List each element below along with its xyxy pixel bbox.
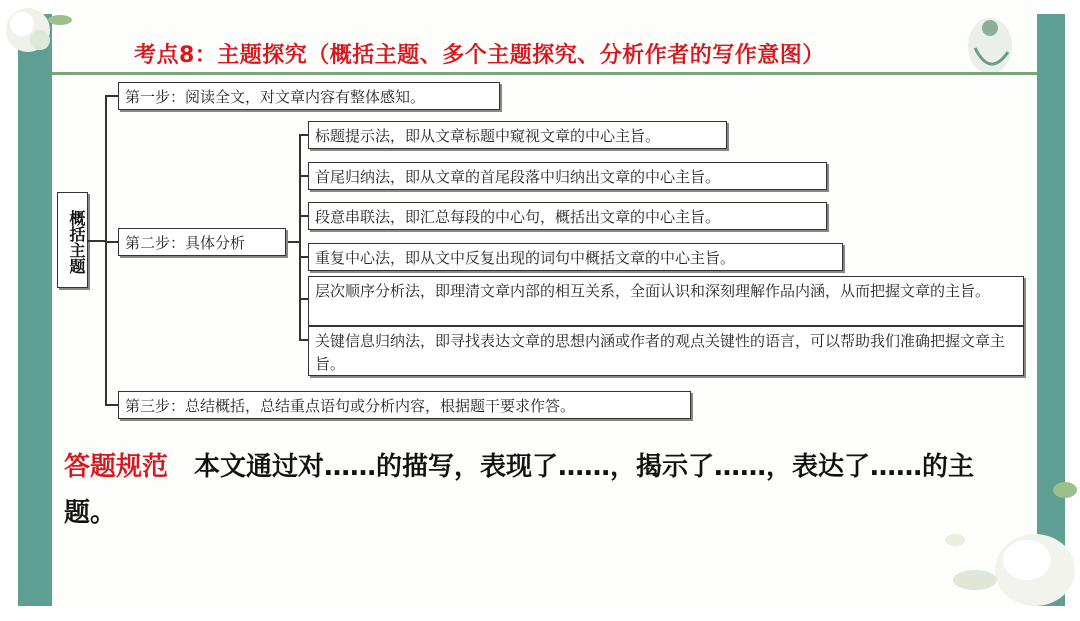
answer-guideline <box>64 444 984 536</box>
answer-label: 答题规范 <box>64 452 169 482</box>
method-branch-2 <box>299 175 308 177</box>
step1-branch <box>105 95 118 97</box>
title-divider <box>52 72 1037 75</box>
method-box-1: 标题提示法，即从文章标题中窥视文章的中心主旨。 <box>308 121 727 149</box>
step-trunk <box>105 95 107 404</box>
method-box-2: 首尾归纳法，即从文章的首尾段落中归纳出文章的中心主旨。 <box>308 162 827 190</box>
method-branch-4 <box>299 256 308 258</box>
method-branch-6 <box>299 339 308 341</box>
root-node: 概括主题 <box>57 192 88 288</box>
answer-text: 本文通过对……的描写，表现了……，揭示了……，表达了……的主题。 <box>64 452 975 528</box>
method-branch-5 <box>299 298 308 300</box>
step-2-box: 第二步：具体分析 <box>118 228 286 256</box>
root-connector <box>88 240 106 242</box>
step2-branch <box>105 241 118 243</box>
step3-branch <box>105 404 118 406</box>
page-title: 考点8：主题探究（概括主题、多个主题探究、分析作者的写作意图） <box>134 43 825 68</box>
method-box-3: 段意串联法，即汇总每段的中心句，概括出文章的中心主旨。 <box>308 202 827 230</box>
step-1-box: 第一步：阅读全文，对文章内容有整体感知。 <box>118 82 500 110</box>
method-branch-1 <box>299 134 308 136</box>
method-box-5: 层次顺序分析法，即理清文章内部的相互关系，全面认识和深刻理解作品内涵，从而把握文章的主旨。 <box>308 276 1024 326</box>
method-box-6: 关键信息归纳法，即寻找表达文章的思想内涵或作者的观点关键性的语言，可以帮助我们准确把握文章主旨。 <box>308 326 1024 376</box>
method-trunk <box>299 134 301 339</box>
figure-decoration-top-right <box>950 8 1030 78</box>
method-connector <box>286 241 300 243</box>
method-box-4: 重复中心法，即从文中反复出现的词句中概括文章的中心主旨。 <box>308 243 843 271</box>
step-3-box: 第三步：总结概括，总结重点语句或分析内容，根据题干要求作答。 <box>118 391 691 419</box>
method-branch-3 <box>299 215 308 217</box>
flower-decoration-top-left <box>0 0 80 70</box>
